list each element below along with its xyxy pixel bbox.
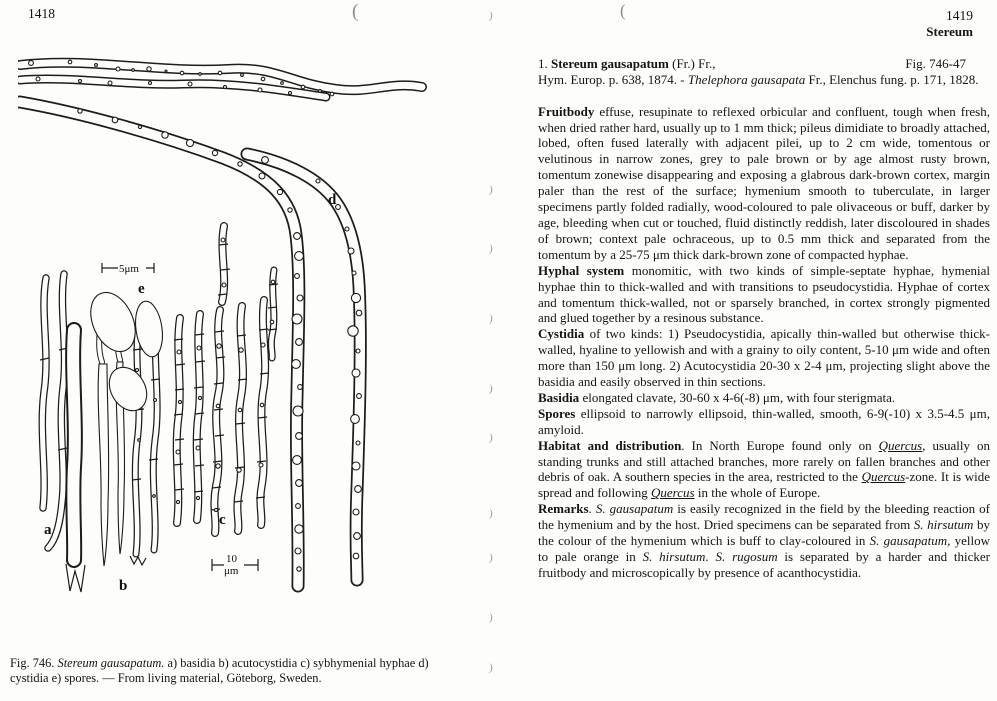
text-segment: Quercus xyxy=(651,485,695,501)
nomenclature-reference xyxy=(538,72,990,88)
hymenial-hyphae-group xyxy=(130,320,160,565)
text-segment: Remarks xyxy=(538,501,589,517)
figure-label-d: d xyxy=(328,192,337,208)
text-segment: elongated clavate, 30-60 x 4-6(-8) μm, with four sterigmata. xyxy=(579,389,896,405)
figure-label-e: e xyxy=(138,281,145,297)
figure-label-c: c xyxy=(219,512,226,528)
text-segment: Hyphal system xyxy=(538,262,625,278)
text-segment: , yellow to pale orange in xyxy=(538,533,990,564)
text-segment: S. gausapatum xyxy=(595,501,674,517)
basidia-a-group xyxy=(40,274,85,592)
text-segment: ellipsoid to narrowly ellipsoid, thin-walled, smooth, 6-9(-10) x 3.5-4.5 μm, amyloid. xyxy=(538,405,990,437)
text-segment: Fruitbody xyxy=(538,103,595,119)
scan-artifact: ( xyxy=(620,1,626,20)
top-hyphae-group xyxy=(20,60,422,97)
text-segment: monomitic, with two kinds of simple-septate hyphae, hymenial hyphae thin to thick-walled and with transitions to pseudocystidia. Hyphae of cortex and tomentum thick-walled, not or sparsely branched, in cortex strongly pigmented and glued together by a resinous substance. xyxy=(538,262,990,326)
text-segment: Fr., Elenchus fung. p. 171, 1828. xyxy=(805,71,979,87)
text-segment: (Fr.) Fr., xyxy=(668,55,716,71)
scale-bar-bottom-value: 10 xyxy=(226,553,237,565)
species-description xyxy=(538,104,990,581)
text-segment: Stereum gausapatum xyxy=(551,55,669,71)
text-segment: S. hirsutum xyxy=(642,549,706,564)
text-segment: is separated by a harder and thicker fruitbody and microscopically by presence of acanthocystidia. xyxy=(538,549,991,580)
figure-reference: Fig. 746-47 xyxy=(905,55,966,71)
species-paragraph xyxy=(538,263,990,327)
text-segment: Quercus xyxy=(878,437,923,453)
text-segment: Fig. 746. xyxy=(10,656,58,670)
scan-artifact: ) xyxy=(488,312,494,326)
species-paragraph xyxy=(538,501,990,581)
scan-artifact: ) xyxy=(488,611,494,625)
scale-bar-top-label: 5μm xyxy=(119,263,139,275)
species-paragraph xyxy=(538,406,990,438)
text-segment: . In North Europe found only on xyxy=(681,437,879,453)
text-segment: 1. xyxy=(538,55,551,71)
scan-artifact: ) xyxy=(488,551,494,565)
text-segment: Quercus xyxy=(861,469,906,485)
text-segment: effuse, resupinate to reflexed orbicular and confluent, tough when fresh, when dried rather hard, usually up to 1 mm thick; pileus dimidiate to broadly attached, lobed, often fused laterally with adjacent pilei, up to 2 cm wide, tomentous or velutinous in narrow zones, grey to pale brown or by age almost rusty brown, tomentum zonewise disappearing and exposing a glabrous dark-brown cortex, margin paler than the rest of the surface; hymenium smooth to tuberculate, in larger specimens partly folded radially, wood-coloured to pale olivaceous or buff, darker by age, bleeding when cut or touched, fluid distinctly reddish, later discoloured in shades of brown; context pale ochraceous, up to 0.5 mm thick and separated from the tomentum by a 25-75 μm thick dark-brown zone of compacted hyphae. xyxy=(538,103,990,262)
text-segment: by the colour of the hymenium which is buff to clay-coloured in xyxy=(538,517,990,549)
text-segment: Hym. Europ. p. 638, 1874. - xyxy=(538,71,688,87)
text-segment: . xyxy=(705,549,716,564)
scan-artifact: ( xyxy=(352,1,359,22)
scale-bar-bottom-unit: μm xyxy=(224,565,239,577)
figure-label-a: a xyxy=(44,522,52,538)
species-title xyxy=(538,56,715,72)
scan-artifact: ) xyxy=(488,661,494,675)
species-paragraph xyxy=(538,438,990,502)
text-segment: S. hirsutum xyxy=(913,517,974,533)
text-segment: of two kinds: 1) Pseudocystidia, apically thin-walled but otherwise thick-walled, hyaline to yellowish and with a grainy to oily content, 5-10 μm wide and often more than 150 μm long. 2) Acutocystidia 20-30 x 2-4 μm, projecting slight above the basidia and easily observed in thin sections. xyxy=(538,326,990,390)
scan-artifact: ) xyxy=(488,9,494,23)
text-segment: S. gausapatum xyxy=(869,533,948,549)
text-segment: is easily recognized in the field by the bleeding reaction of the hymenium and by the host. Dried specimens can be separated from xyxy=(538,501,991,533)
scan-artifact: ) xyxy=(488,382,494,396)
scan-artifact: ) xyxy=(488,507,494,521)
page-number-left: 1418 xyxy=(28,6,55,21)
species-paragraph xyxy=(538,104,990,263)
text-segment: , usually on standing trunks and still attached branches, more rarely on fallen branches and other debris of oak. A southern species in the area, restricted to the xyxy=(538,437,990,485)
scan-artifact: ) xyxy=(488,183,494,197)
text-segment: Cystidia xyxy=(538,326,585,342)
figure-label-b: b xyxy=(119,578,128,594)
text-segment: Stereum gausapatum. xyxy=(57,656,165,670)
text-segment: -zone. It is wide spread and following xyxy=(538,469,990,501)
species-paragraph xyxy=(538,326,990,390)
figure-746-illustration xyxy=(18,50,473,650)
running-head: Stereum xyxy=(926,23,973,39)
scan-artifact: ) xyxy=(488,431,494,445)
species-paragraph xyxy=(538,390,990,406)
species-heading xyxy=(538,56,990,72)
text-segment: a) basidia b) acutocystidia c) sybhymenial hyphae d) cystidia e) spores. — From living material, Göteborg, Sweden. xyxy=(10,656,429,686)
text-segment: S. rugosum xyxy=(715,549,778,564)
scan-artifact: ) xyxy=(488,242,494,256)
subhymenial-hyphae-c-group xyxy=(174,226,278,533)
figure-caption xyxy=(10,656,456,686)
text-segment: Thelephora gausapata xyxy=(687,71,806,87)
text-segment: . xyxy=(588,501,596,517)
page-number-right: 1419 xyxy=(946,8,973,23)
text-segment: Spores xyxy=(538,405,576,421)
text-segment: Basidia xyxy=(538,389,580,405)
spores-e-group xyxy=(82,286,166,418)
text-segment: in the whole of Europe. xyxy=(694,485,821,501)
right-page-column xyxy=(538,8,990,581)
text-segment: Habitat and distribution xyxy=(538,437,682,453)
